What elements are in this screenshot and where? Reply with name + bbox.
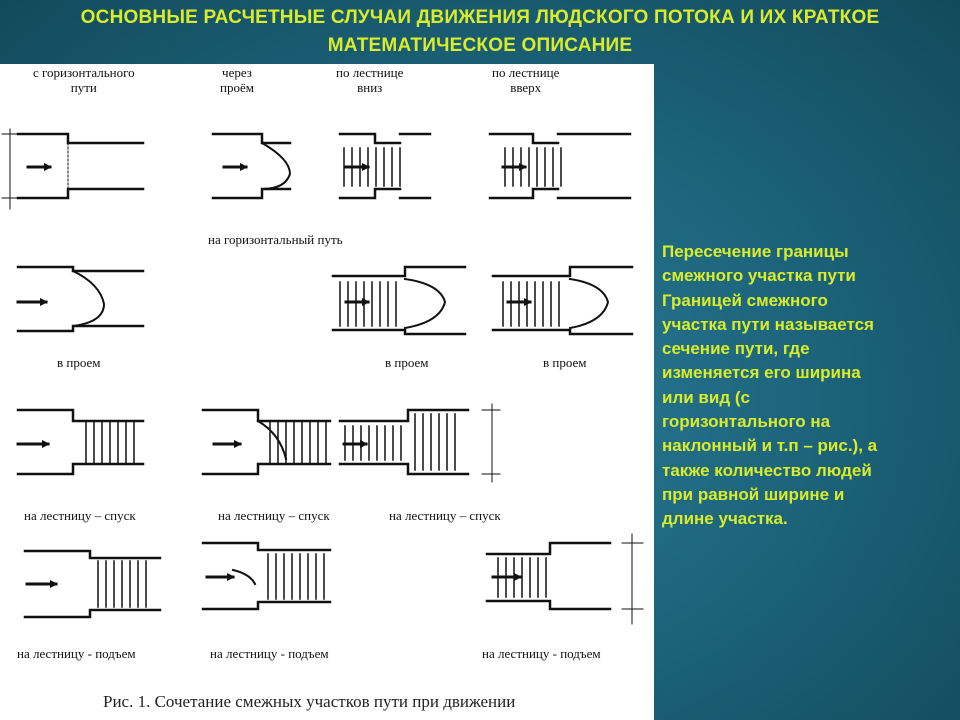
definition-line: сечение пути, где <box>662 339 810 359</box>
header-horizontal <box>33 65 135 95</box>
header-stairs-down-line1: по лестнице <box>336 65 404 80</box>
diagram-panel <box>0 64 654 720</box>
title-line-2: МАТЕМАТИЧЕСКОЕ ОПИСАНИЕ <box>327 35 633 56</box>
title-line-1: ОСНОВНЫЕ РАСЧЕТНЫЕ СЛУЧАИ ДВИЖЕНИЯ ЛЮДСКОГО ПОТОКА И ИХ КРАТКОЕ <box>80 7 880 28</box>
header-doorway-line2: проём <box>220 80 254 95</box>
header-doorway <box>220 65 254 95</box>
diagram-r4-stairs-up-c <box>487 534 643 624</box>
definition-line: длине участка. <box>662 509 788 529</box>
label-row3-c: на лестницу – спуск <box>389 508 501 523</box>
slide-title <box>0 4 960 60</box>
header-stairs-up-line2: вверх <box>510 80 542 95</box>
label-row2-b: в проем <box>385 355 429 370</box>
flow-diagrams <box>0 64 654 720</box>
diagram-r4-stairs-up-b <box>203 543 330 609</box>
label-row2-a: в проем <box>57 355 101 370</box>
definition-line: Границей смежного <box>662 290 828 310</box>
diagram-r3-stairs-down-b <box>203 410 330 474</box>
diagram-r3-stairs-down-a <box>18 410 143 474</box>
label-row4-a: на лестницу - подъем <box>17 646 136 661</box>
definition-line: смежного участка пути <box>662 266 856 286</box>
header-doorway-line1: через <box>222 65 252 80</box>
label-row2-c: в проем <box>543 355 587 370</box>
diagram-r1-stairs-down <box>340 134 430 198</box>
definition-text <box>662 240 952 532</box>
diagram-r3-stairs-down-c <box>340 404 500 482</box>
definition-line: также количество людей <box>662 460 872 480</box>
diagram-r1-stairs-up <box>490 134 630 198</box>
definition-line: при равной ширине и <box>662 484 845 504</box>
diagram-r4-stairs-up-a <box>25 551 160 617</box>
label-row4-b: на лестницу - подъем <box>210 646 329 661</box>
definition-line: горизонтального на <box>662 412 831 432</box>
definition-line: Пересечение границы <box>662 242 849 261</box>
definition-line: или вид (с <box>662 387 750 407</box>
header-horizontal-line2: пути <box>70 80 97 95</box>
definition-line: участка пути называется <box>662 314 874 334</box>
label-row1: на горизонтальный путь <box>208 232 343 247</box>
definition-line: изменяется его ширина <box>662 363 861 383</box>
figure-caption: Рис. 1. Сочетание смежных участков пути при движении <box>103 692 516 711</box>
definition-line: наклонный и т.п – рис.), а <box>662 436 878 456</box>
diagram-r2-stairs-doorway-a <box>333 267 465 334</box>
diagram-r2-stairs-doorway-b <box>493 267 632 334</box>
header-horizontal-line1: с горизонтального <box>33 65 135 80</box>
header-stairs-up <box>492 65 559 95</box>
header-stairs-down <box>336 65 403 95</box>
header-stairs-down-line2: вниз <box>357 80 383 95</box>
label-row3-a: на лестницу – спуск <box>24 508 136 523</box>
diagram-r2-doorway <box>18 267 143 331</box>
header-stairs-up-line1: по лестнице <box>492 65 560 80</box>
label-row3-b: на лестницу – спуск <box>218 508 330 523</box>
label-row4-c: на лестницу - подъем <box>482 646 601 661</box>
diagram-r1-doorway <box>213 134 290 198</box>
diagram-r1-horizontal <box>2 129 143 209</box>
